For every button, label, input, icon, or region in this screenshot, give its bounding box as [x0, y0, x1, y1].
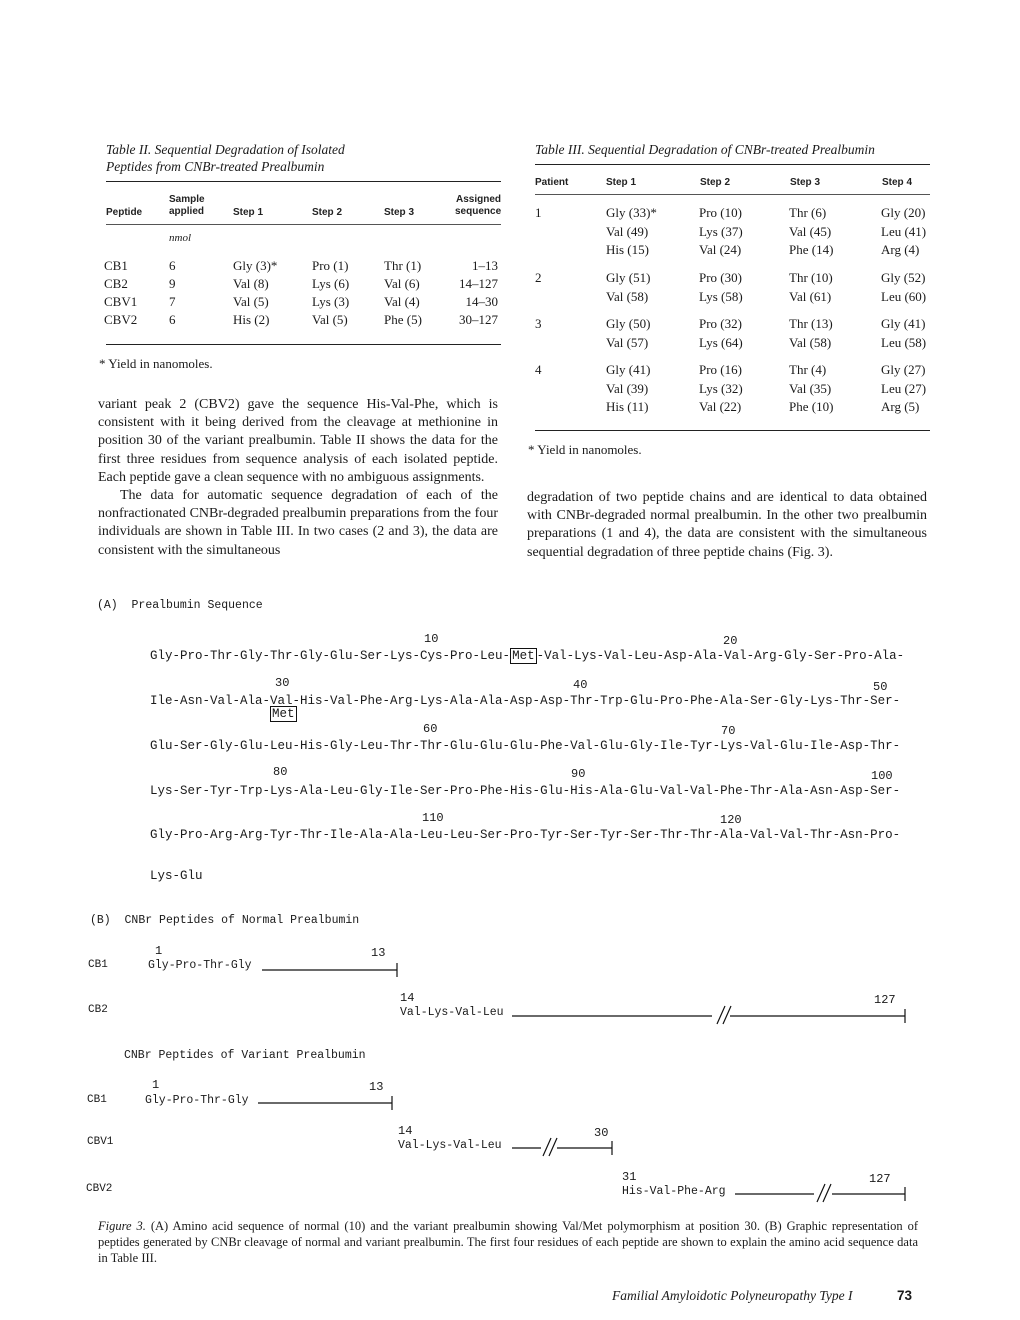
cb1-line: [262, 963, 397, 977]
table3-cell: Arg (5): [881, 399, 920, 414]
vcb1-line: [258, 1096, 392, 1110]
table2-title-line: Peptides from CNBr-treated Prealbumin: [106, 159, 325, 174]
table2-header-peptide: Peptide: [106, 207, 143, 218]
cbv1-line: [512, 1138, 612, 1156]
table3-cell: Lys (64): [699, 334, 743, 350]
met-box-30: Met: [272, 707, 295, 721]
figure-b-title-normal: CNBr Peptides of Normal Prealbumin: [124, 914, 360, 927]
table3-header-step3: Step 3: [790, 177, 821, 188]
position-100: 100: [871, 769, 893, 783]
seq: -Val-Lys-Val-Leu-Asp-Ala-Val-Arg-Gly-Ser-Pro-Ala-: [536, 649, 905, 663]
table3-cell: Val (39): [606, 380, 649, 396]
table3-cell: Lys (32): [699, 380, 743, 396]
table3-cell: Val (57): [606, 334, 649, 350]
table3-header-patient: Patient: [535, 177, 569, 188]
table2-cell: 9: [169, 276, 176, 291]
position-10: 10: [424, 632, 439, 646]
table3-footnote: * Yield in nanomoles.: [528, 442, 642, 457]
table2-cell: CB2: [104, 276, 128, 291]
table2-unit: nmol: [169, 232, 191, 244]
table3-cell: Phe (14): [789, 242, 834, 257]
figure-b-title-variant: CNBr Peptides of Variant Prealbumin: [124, 1049, 366, 1062]
table3-header-step4: Step 4: [882, 177, 913, 188]
caption-text: (A) Amino acid sequence of normal (10) and the variant prealbumin showing Val/Met polymorphism at position 30. (B) Graphic representation of peptides generated by CNBr cleavage of normal and variant prealbumin. The first four residues of each peptide are shown to explain the amino acid sequence data in Table III.: [98, 1219, 919, 1265]
table3-cell: Lys (58): [699, 288, 743, 304]
table2-cell: CB1: [104, 258, 128, 273]
table3-patient: 2: [535, 270, 542, 285]
cbv2-line: [735, 1184, 905, 1202]
table3-cell: Thr (13): [789, 316, 833, 331]
figure-a-label: (A): [97, 599, 118, 612]
table3-patient: 4: [535, 362, 542, 377]
table3-cell: Val (22): [699, 399, 742, 414]
peptide-label-variant-cb1: CB1: [87, 1094, 107, 1106]
table3-cell: His (15): [606, 242, 649, 257]
table3-cell: Gly (41): [881, 316, 926, 331]
cb2-end: 127: [874, 993, 896, 1007]
table2-cell: Phe (5): [384, 312, 422, 327]
cbv1-seq: Val-Lys-Val-Leu: [398, 1139, 502, 1152]
table2-title-line: Table II. Sequential Degradation of Isolated: [106, 142, 345, 157]
table3-patient: 1: [535, 205, 542, 220]
sequence-line-6: Lys-Glu: [150, 869, 203, 883]
table3-cell: Pro (16): [699, 362, 742, 377]
table3-cell: Pro (30): [699, 270, 742, 285]
table3-header-step2: Step 2: [700, 177, 731, 188]
h: applied: [169, 206, 205, 217]
table2-header-step2: Step 2: [312, 207, 343, 218]
table3-cell: Phe (10): [789, 399, 834, 414]
table3-cell: Gly (51): [606, 270, 651, 285]
table2-cell: Lys (3): [312, 294, 350, 309]
table3-cell: Gly (33)*: [606, 205, 657, 220]
table3-title: Table III. Sequential Degradation of CNBr-treated Prealbumin: [535, 142, 875, 157]
vcb1-end: 13: [369, 1080, 384, 1094]
table2-cell: Val (5): [312, 312, 348, 327]
table3-cell: Leu (27): [881, 380, 927, 396]
vcb1-start: 1: [152, 1078, 160, 1092]
table2-cell: Lys (6): [312, 276, 350, 291]
h: sequence: [455, 206, 502, 217]
position-120: 120: [720, 813, 742, 827]
table3-cell: Thr (10): [789, 270, 833, 285]
position-80: 80: [273, 765, 288, 779]
caption-label: Figure 3.: [98, 1219, 146, 1233]
table2-cell: 14–127: [459, 276, 498, 291]
table3-cell: Val (61): [789, 288, 832, 304]
table2-cell: 1–13: [472, 258, 498, 273]
table3-cell: Leu (60): [881, 288, 927, 304]
table3-cell: Gly (27): [881, 362, 926, 377]
table3-cell: His (11): [606, 399, 649, 414]
table3-cell: Thr (4): [789, 362, 827, 377]
position-110: 110: [422, 811, 444, 825]
table3-cell: Leu (58): [881, 334, 927, 350]
table2-cell: 7: [169, 294, 176, 309]
cb2-seq: Val-Lys-Val-Leu: [400, 1006, 504, 1019]
met-box-13: Met: [512, 649, 535, 663]
sequence-line-5: Gly-Pro-Arg-Arg-Tyr-Thr-Ile-Ala-Ala-Leu-Leu-Ser-Pro-Tyr-Ser-Tyr-Ser-Thr-Thr-Ala-Val-Val-Thr-Asn-Pro-: [150, 828, 901, 842]
h: Assigned: [455, 194, 501, 205]
table2-cell: CBV1: [104, 294, 138, 309]
position-30: 30: [275, 676, 290, 690]
running-title: Familial Amyloidotic Polyneuropathy Type I: [612, 1288, 853, 1303]
position-50: 50: [873, 680, 888, 694]
figure-caption: [98, 1218, 918, 1266]
table3-cell: Pro (10): [699, 205, 742, 220]
cb2-start: 14: [400, 991, 415, 1005]
sequence-line-4: Lys-Ser-Tyr-Trp-Lys-Ala-Leu-Gly-Ile-Ser-Pro-Phe-His-Glu-His-Ala-Glu-Val-Val-Phe-Thr-Ala-Asn-Asp-Ser-: [150, 784, 901, 798]
paragraph: variant peak 2 (CBV2) gave the sequence His-Val-Phe, which is consistent with it being derived from the cleavage at methionine in position 30 of the variant prealbumin. Table II shows the data for the first three residues from sequence analysis of each isolated peptide. Each peptide gave a clean sequence with no ambiguous assignments.: [98, 397, 498, 485]
sequence-line-2: Ile-Asn-Val-Ala-Val-His-Val-Phe-Arg-Lys-Ala-Ala-Asp-Asp-Thr-Trp-Glu-Pro-Phe-Ala-Ser-Gly-Lys-Thr-Ser-: [150, 694, 901, 708]
table3-cell: Thr (6): [789, 205, 827, 220]
page-number: 73: [897, 1288, 913, 1303]
table3-cell: Val (58): [789, 334, 832, 350]
cb1-seq: Gly-Pro-Thr-Gly: [148, 959, 252, 972]
table2-cell: Val (8): [233, 276, 269, 291]
table3-cell: Gly (20): [881, 205, 926, 220]
table2-footnote: * Yield in nanomoles.: [99, 356, 213, 371]
position-40: 40: [573, 678, 588, 692]
paragraph: degradation of two peptide chains and are identical to data obtained with CNBr-degraded normal prealbumin. In the other two prealbumin preparations (1 and 4), the data are consistent with the simultaneous sequential degradation of three peptide chains (Fig. 3).: [527, 490, 927, 560]
cb1-start: 1: [155, 944, 163, 958]
table2-cell: 30–127: [459, 312, 498, 327]
table2-cell: Gly (3)*: [233, 258, 278, 273]
cb2-line: [512, 1006, 905, 1024]
figure-a-title: Prealbumin Sequence: [131, 599, 263, 612]
position-70: 70: [721, 724, 736, 738]
position-20: 20: [723, 634, 738, 648]
cbv1-start: 14: [398, 1124, 413, 1138]
h: Sample: [169, 194, 205, 205]
paragraph: The data for automatic sequence degradation of each of the nonfractionated CNBr-degraded prealbumin preparations from the four individuals are shown in Table III. In two cases (2 and 3), the data are consistent with the simultaneous: [98, 488, 498, 558]
table2-cell: Val (6): [384, 276, 420, 291]
table3-cell: Val (35): [789, 380, 832, 396]
table3-header-step1: Step 1: [606, 177, 637, 188]
peptide-label-cbv1: CBV1: [87, 1136, 114, 1148]
table3-cell: Leu (41): [881, 223, 927, 239]
table2-header-step3: Step 3: [384, 207, 415, 218]
table3-cell: Pro (32): [699, 316, 742, 331]
table2-cell: Val (5): [233, 294, 269, 309]
vcb1-seq: Gly-Pro-Thr-Gly: [145, 1094, 249, 1107]
table3-cell: Val (45): [789, 223, 832, 239]
cbv2-seq: His-Val-Phe-Arg: [622, 1185, 726, 1198]
cbv1-end: 30: [594, 1126, 609, 1140]
sequence-line-3: Glu-Ser-Gly-Glu-Leu-His-Gly-Leu-Thr-Thr-Glu-Glu-Glu-Phe-Val-Glu-Gly-Ile-Tyr-Lys-Val-Glu-Ile-Asp-Thr-: [150, 739, 901, 753]
table3-cell: Val (58): [606, 288, 649, 304]
peptide-label-cb2: CB2: [88, 1004, 108, 1016]
peptide-label-cbv2: CBV2: [86, 1183, 113, 1195]
peptide-label-cb1: CB1: [88, 959, 108, 971]
seq: Gly-Pro-Thr-Gly-Thr-Gly-Glu-Ser-Lys-Cys-Pro-Leu-: [150, 649, 511, 663]
table2-cell: Thr (1): [384, 258, 422, 273]
table3-cell: Gly (41): [606, 362, 651, 377]
table2-cell: 6: [169, 258, 176, 273]
table2-cell: 6: [169, 312, 176, 327]
table2-cell: 14–30: [465, 294, 498, 309]
table2-cell: His (2): [233, 312, 270, 327]
cbv2-start: 31: [622, 1170, 637, 1184]
table2-header-step1: Step 1: [233, 207, 264, 218]
table2-cell: Pro (1): [312, 258, 349, 273]
table3-cell: Lys (37): [699, 223, 743, 239]
table2-cell: CBV2: [104, 312, 138, 327]
table3-cell: Val (24): [699, 242, 742, 257]
table3-cell: Arg (4): [881, 242, 920, 257]
table3-cell: Val (49): [606, 223, 649, 239]
figure-b-label: (B): [90, 914, 111, 927]
cbv2-end: 127: [869, 1172, 891, 1186]
cb1-end: 13: [371, 946, 386, 960]
position-60: 60: [423, 722, 438, 736]
table3-cell: Gly (52): [881, 270, 926, 285]
table3-cell: Gly (50): [606, 316, 651, 331]
table2-cell: Val (4): [384, 294, 420, 309]
position-90: 90: [571, 767, 586, 781]
table3-patient: 3: [535, 316, 542, 331]
